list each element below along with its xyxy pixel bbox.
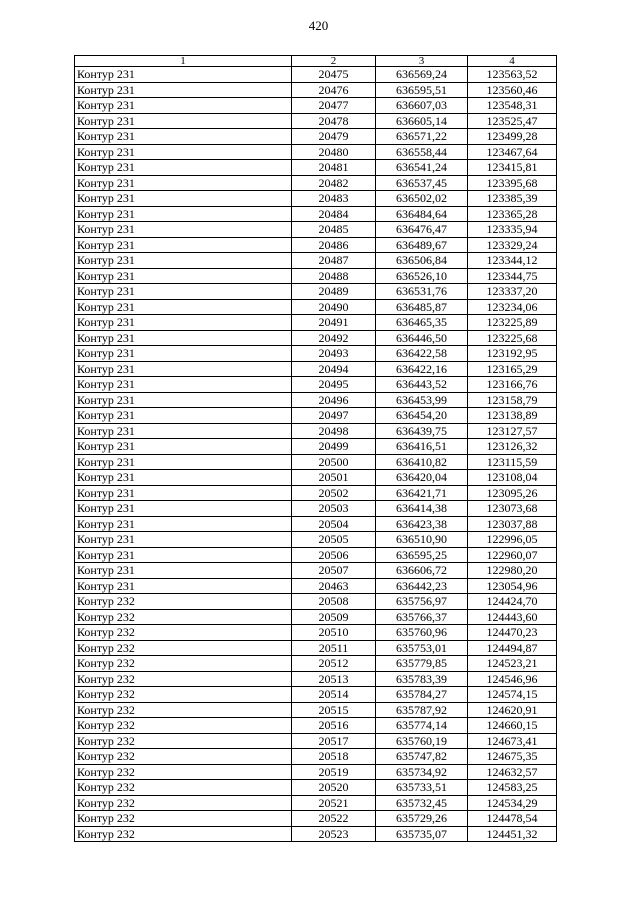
x-coordinate-cell: 635747,82	[376, 749, 468, 765]
contour-name-cell: Контур 232	[75, 609, 292, 625]
contour-name-cell: Контур 231	[75, 563, 292, 579]
table-row	[75, 222, 557, 238]
table-row	[75, 377, 557, 393]
contour-name-cell: Контур 231	[75, 268, 292, 284]
x-coordinate-cell: 635783,39	[376, 671, 468, 687]
table-row	[75, 640, 557, 656]
table-row	[75, 656, 557, 672]
table-row	[75, 454, 557, 470]
y-coordinate-cell: 123548,31	[468, 98, 557, 114]
y-coordinate-cell: 123563,52	[468, 67, 557, 83]
table-row	[75, 439, 557, 455]
table-row	[75, 811, 557, 827]
table-row	[75, 780, 557, 796]
y-coordinate-cell: 124494,87	[468, 640, 557, 656]
x-coordinate-cell: 635729,26	[376, 811, 468, 827]
y-coordinate-cell: 123158,79	[468, 392, 557, 408]
point-number-cell: 20498	[292, 423, 376, 439]
point-number-cell: 20485	[292, 222, 376, 238]
table-row	[75, 113, 557, 129]
x-coordinate-cell: 636510,90	[376, 532, 468, 548]
table-row	[75, 501, 557, 517]
point-number-cell: 20506	[292, 547, 376, 563]
point-number-cell: 20496	[292, 392, 376, 408]
table-row	[75, 268, 557, 284]
point-number-cell: 20499	[292, 439, 376, 455]
y-coordinate-cell: 123127,57	[468, 423, 557, 439]
contour-name-cell: Контур 232	[75, 640, 292, 656]
point-number-cell: 20505	[292, 532, 376, 548]
x-coordinate-cell: 635732,45	[376, 795, 468, 811]
x-coordinate-cell: 636606,72	[376, 563, 468, 579]
point-number-cell: 20475	[292, 67, 376, 83]
x-coordinate-cell: 636423,38	[376, 516, 468, 532]
point-number-cell: 20509	[292, 609, 376, 625]
y-coordinate-cell: 123525,47	[468, 113, 557, 129]
x-coordinate-cell: 636446,50	[376, 330, 468, 346]
table-row	[75, 516, 557, 532]
y-coordinate-cell: 123335,94	[468, 222, 557, 238]
y-coordinate-cell: 124470,23	[468, 625, 557, 641]
point-number-cell: 20518	[292, 749, 376, 765]
y-coordinate-cell: 123337,20	[468, 284, 557, 300]
point-number-cell: 20487	[292, 253, 376, 269]
x-coordinate-cell: 636453,99	[376, 392, 468, 408]
table-row	[75, 470, 557, 486]
contour-name-cell: Контур 231	[75, 532, 292, 548]
contour-name-cell: Контур 231	[75, 377, 292, 393]
table-row	[75, 764, 557, 780]
point-number-cell: 20514	[292, 687, 376, 703]
contour-name-cell: Контур 231	[75, 299, 292, 315]
x-coordinate-cell: 635766,37	[376, 609, 468, 625]
contour-name-cell: Контур 232	[75, 733, 292, 749]
contour-name-cell: Контур 231	[75, 113, 292, 129]
point-number-cell: 20476	[292, 82, 376, 98]
table-row	[75, 687, 557, 703]
table-row	[75, 578, 557, 594]
y-coordinate-cell: 123037,88	[468, 516, 557, 532]
x-coordinate-cell: 636595,51	[376, 82, 468, 98]
x-coordinate-cell: 636485,87	[376, 299, 468, 315]
x-coordinate-cell: 636443,52	[376, 377, 468, 393]
contour-name-cell: Контур 232	[75, 826, 292, 842]
y-coordinate-cell: 123108,04	[468, 470, 557, 486]
table-row	[75, 144, 557, 160]
table-row	[75, 253, 557, 269]
table-row	[75, 392, 557, 408]
column-header-1: 1	[75, 56, 292, 67]
x-coordinate-cell: 636410,82	[376, 454, 468, 470]
x-coordinate-cell: 636439,75	[376, 423, 468, 439]
y-coordinate-cell: 123073,68	[468, 501, 557, 517]
point-number-cell: 20480	[292, 144, 376, 160]
x-coordinate-cell: 636502,02	[376, 191, 468, 207]
table-row	[75, 330, 557, 346]
contour-name-cell: Контур 231	[75, 470, 292, 486]
point-number-cell: 20501	[292, 470, 376, 486]
y-coordinate-cell: 123560,46	[468, 82, 557, 98]
contour-name-cell: Контур 231	[75, 361, 292, 377]
x-coordinate-cell: 635774,14	[376, 718, 468, 734]
y-coordinate-cell: 123385,39	[468, 191, 557, 207]
point-number-cell: 20477	[292, 98, 376, 114]
table-row	[75, 315, 557, 331]
contour-name-cell: Контур 232	[75, 811, 292, 827]
contour-name-cell: Контур 231	[75, 392, 292, 408]
y-coordinate-cell: 124673,41	[468, 733, 557, 749]
contour-name-cell: Контур 232	[75, 795, 292, 811]
table-body	[75, 56, 557, 842]
y-coordinate-cell: 123166,76	[468, 377, 557, 393]
point-number-cell: 20522	[292, 811, 376, 827]
table-row	[75, 67, 557, 83]
point-number-cell: 20502	[292, 485, 376, 501]
contour-name-cell: Контур 231	[75, 206, 292, 222]
point-number-cell: 20484	[292, 206, 376, 222]
x-coordinate-cell: 635760,19	[376, 733, 468, 749]
table-row	[75, 485, 557, 501]
table-row	[75, 795, 557, 811]
point-number-cell: 20489	[292, 284, 376, 300]
x-coordinate-cell: 636476,47	[376, 222, 468, 238]
x-coordinate-cell: 636607,03	[376, 98, 468, 114]
contour-name-cell: Контур 231	[75, 330, 292, 346]
contour-name-cell: Контур 232	[75, 749, 292, 765]
contour-name-cell: Контур 231	[75, 485, 292, 501]
point-number-cell: 20497	[292, 408, 376, 424]
x-coordinate-cell: 636558,44	[376, 144, 468, 160]
y-coordinate-cell: 123225,68	[468, 330, 557, 346]
table-row	[75, 82, 557, 98]
table-row	[75, 423, 557, 439]
point-number-cell: 20500	[292, 454, 376, 470]
point-number-cell: 20479	[292, 129, 376, 145]
point-number-cell: 20523	[292, 826, 376, 842]
x-coordinate-cell: 635734,92	[376, 764, 468, 780]
column-header-4: 4	[468, 56, 557, 67]
contour-name-cell: Контур 231	[75, 578, 292, 594]
y-coordinate-cell: 123054,96	[468, 578, 557, 594]
table-header-row	[75, 56, 557, 67]
contour-name-cell: Контур 231	[75, 501, 292, 517]
contour-name-cell: Контур 231	[75, 237, 292, 253]
coordinates-table	[74, 55, 557, 842]
point-number-cell: 20482	[292, 175, 376, 191]
x-coordinate-cell: 636569,24	[376, 67, 468, 83]
contour-name-cell: Контур 232	[75, 594, 292, 610]
point-number-cell: 20520	[292, 780, 376, 796]
y-coordinate-cell: 122980,20	[468, 563, 557, 579]
point-number-cell: 20515	[292, 702, 376, 718]
point-number-cell: 20521	[292, 795, 376, 811]
table-row	[75, 284, 557, 300]
table-row	[75, 175, 557, 191]
x-coordinate-cell: 636420,04	[376, 470, 468, 486]
x-coordinate-cell: 636422,58	[376, 346, 468, 362]
x-coordinate-cell: 635735,07	[376, 826, 468, 842]
contour-name-cell: Контур 231	[75, 516, 292, 532]
table-row	[75, 733, 557, 749]
y-coordinate-cell: 124443,60	[468, 609, 557, 625]
contour-name-cell: Контур 231	[75, 423, 292, 439]
table-row	[75, 361, 557, 377]
table-row	[75, 98, 557, 114]
y-coordinate-cell: 124424,70	[468, 594, 557, 610]
contour-name-cell: Контур 231	[75, 346, 292, 362]
contour-name-cell: Контур 232	[75, 718, 292, 734]
y-coordinate-cell: 124534,29	[468, 795, 557, 811]
y-coordinate-cell: 124620,91	[468, 702, 557, 718]
point-number-cell: 20483	[292, 191, 376, 207]
table-row	[75, 671, 557, 687]
contour-name-cell: Контур 231	[75, 98, 292, 114]
table-row	[75, 299, 557, 315]
contour-name-cell: Контур 232	[75, 702, 292, 718]
contour-name-cell: Контур 231	[75, 129, 292, 145]
table-row	[75, 594, 557, 610]
point-number-cell: 20503	[292, 501, 376, 517]
y-coordinate-cell: 124660,15	[468, 718, 557, 734]
x-coordinate-cell: 636454,20	[376, 408, 468, 424]
point-number-cell: 20512	[292, 656, 376, 672]
contour-name-cell: Контур 232	[75, 656, 292, 672]
contour-name-cell: Контур 231	[75, 175, 292, 191]
table-row	[75, 702, 557, 718]
x-coordinate-cell: 636506,84	[376, 253, 468, 269]
y-coordinate-cell: 123095,26	[468, 485, 557, 501]
x-coordinate-cell: 635784,27	[376, 687, 468, 703]
x-coordinate-cell: 636531,76	[376, 284, 468, 300]
y-coordinate-cell: 123126,32	[468, 439, 557, 455]
x-coordinate-cell: 635760,96	[376, 625, 468, 641]
contour-name-cell: Контур 231	[75, 253, 292, 269]
x-coordinate-cell: 636541,24	[376, 160, 468, 176]
point-number-cell: 20495	[292, 377, 376, 393]
page-number: 420	[308, 18, 329, 33]
y-coordinate-cell: 123115,59	[468, 454, 557, 470]
y-coordinate-cell: 123225,89	[468, 315, 557, 331]
contour-name-cell: Контур 231	[75, 144, 292, 160]
point-number-cell: 20486	[292, 237, 376, 253]
table-row	[75, 191, 557, 207]
x-coordinate-cell: 636442,23	[376, 578, 468, 594]
y-coordinate-cell: 123192,95	[468, 346, 557, 362]
y-coordinate-cell: 124523,21	[468, 656, 557, 672]
y-coordinate-cell: 124478,54	[468, 811, 557, 827]
y-coordinate-cell: 124583,25	[468, 780, 557, 796]
x-coordinate-cell: 636595,25	[376, 547, 468, 563]
x-coordinate-cell: 636484,64	[376, 206, 468, 222]
contour-name-cell: Контур 232	[75, 780, 292, 796]
y-coordinate-cell: 123365,28	[468, 206, 557, 222]
contour-name-cell: Контур 231	[75, 191, 292, 207]
contour-name-cell: Контур 231	[75, 160, 292, 176]
y-coordinate-cell: 123234,06	[468, 299, 557, 315]
y-coordinate-cell: 123467,64	[468, 144, 557, 160]
point-number-cell: 20493	[292, 346, 376, 362]
y-coordinate-cell: 124675,35	[468, 749, 557, 765]
contour-name-cell: Контур 232	[75, 764, 292, 780]
y-coordinate-cell: 123165,29	[468, 361, 557, 377]
table-row	[75, 532, 557, 548]
column-header-3: 3	[376, 56, 468, 67]
table-row	[75, 749, 557, 765]
y-coordinate-cell: 124451,32	[468, 826, 557, 842]
table-row	[75, 160, 557, 176]
table-row	[75, 346, 557, 362]
contour-name-cell: Контур 231	[75, 67, 292, 83]
y-coordinate-cell: 122996,05	[468, 532, 557, 548]
contour-name-cell: Контур 231	[75, 315, 292, 331]
y-coordinate-cell: 122960,07	[468, 547, 557, 563]
point-number-cell: 20519	[292, 764, 376, 780]
table-row	[75, 408, 557, 424]
contour-name-cell: Контур 231	[75, 284, 292, 300]
contour-name-cell: Контур 232	[75, 671, 292, 687]
x-coordinate-cell: 636489,67	[376, 237, 468, 253]
contour-name-cell: Контур 231	[75, 439, 292, 455]
point-number-cell: 20478	[292, 113, 376, 129]
point-number-cell: 20516	[292, 718, 376, 734]
table-row	[75, 206, 557, 222]
x-coordinate-cell: 636421,71	[376, 485, 468, 501]
contour-name-cell: Контур 231	[75, 222, 292, 238]
point-number-cell: 20463	[292, 578, 376, 594]
table-row	[75, 547, 557, 563]
x-coordinate-cell: 635787,92	[376, 702, 468, 718]
table-row	[75, 129, 557, 145]
contour-name-cell: Контур 232	[75, 625, 292, 641]
point-number-cell: 20490	[292, 299, 376, 315]
point-number-cell: 20481	[292, 160, 376, 176]
point-number-cell: 20510	[292, 625, 376, 641]
table-row	[75, 563, 557, 579]
y-coordinate-cell: 124574,15	[468, 687, 557, 703]
x-coordinate-cell: 636465,35	[376, 315, 468, 331]
point-number-cell: 20504	[292, 516, 376, 532]
y-coordinate-cell: 123138,89	[468, 408, 557, 424]
contour-name-cell: Контур 231	[75, 454, 292, 470]
table-row	[75, 826, 557, 842]
contour-name-cell: Контур 231	[75, 82, 292, 98]
y-coordinate-cell: 123499,28	[468, 129, 557, 145]
y-coordinate-cell: 123344,75	[468, 268, 557, 284]
y-coordinate-cell: 123329,24	[468, 237, 557, 253]
contour-name-cell: Контур 231	[75, 408, 292, 424]
x-coordinate-cell: 635779,85	[376, 656, 468, 672]
table-row	[75, 625, 557, 641]
point-number-cell: 20511	[292, 640, 376, 656]
x-coordinate-cell: 636571,22	[376, 129, 468, 145]
x-coordinate-cell: 636416,51	[376, 439, 468, 455]
x-coordinate-cell: 635733,51	[376, 780, 468, 796]
point-number-cell: 20513	[292, 671, 376, 687]
table-row	[75, 237, 557, 253]
y-coordinate-cell: 124632,57	[468, 764, 557, 780]
contour-name-cell: Контур 232	[75, 687, 292, 703]
column-header-2: 2	[292, 56, 376, 67]
point-number-cell: 20488	[292, 268, 376, 284]
y-coordinate-cell: 123395,68	[468, 175, 557, 191]
x-coordinate-cell: 636526,10	[376, 268, 468, 284]
table-row	[75, 609, 557, 625]
point-number-cell: 20508	[292, 594, 376, 610]
point-number-cell: 20491	[292, 315, 376, 331]
x-coordinate-cell: 635756,97	[376, 594, 468, 610]
table-row	[75, 718, 557, 734]
point-number-cell: 20494	[292, 361, 376, 377]
contour-name-cell: Контур 231	[75, 547, 292, 563]
x-coordinate-cell: 635753,01	[376, 640, 468, 656]
y-coordinate-cell: 124546,96	[468, 671, 557, 687]
x-coordinate-cell: 636537,45	[376, 175, 468, 191]
x-coordinate-cell: 636422,16	[376, 361, 468, 377]
y-coordinate-cell: 123344,12	[468, 253, 557, 269]
point-number-cell: 20492	[292, 330, 376, 346]
x-coordinate-cell: 636414,38	[376, 501, 468, 517]
point-number-cell: 20517	[292, 733, 376, 749]
point-number-cell: 20507	[292, 563, 376, 579]
x-coordinate-cell: 636605,14	[376, 113, 468, 129]
y-coordinate-cell: 123415,81	[468, 160, 557, 176]
